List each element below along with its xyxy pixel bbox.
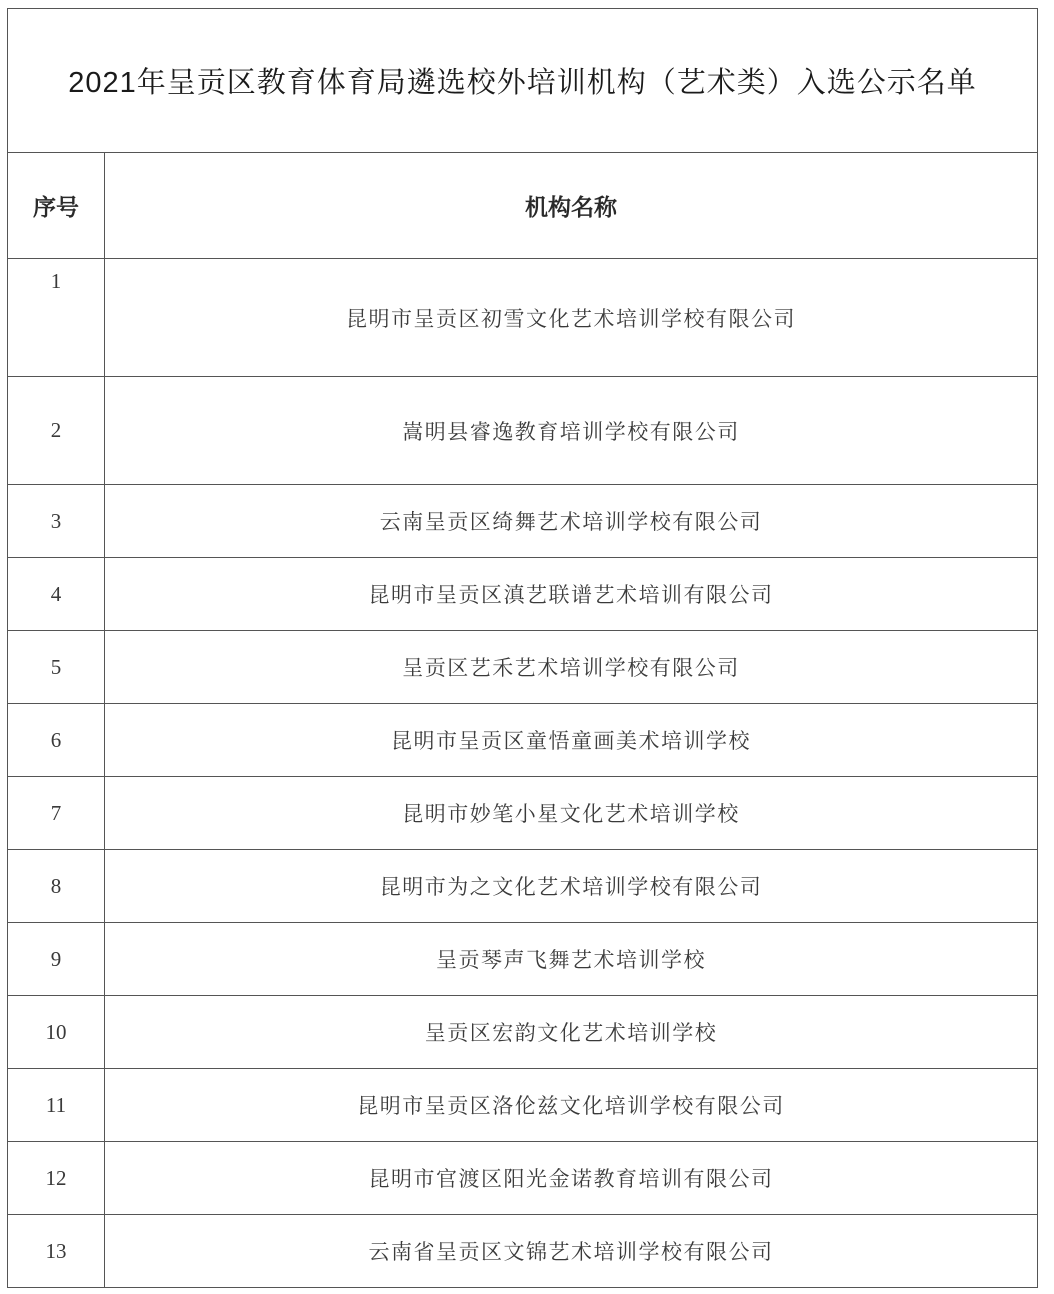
table-row xyxy=(8,996,1038,1069)
institution-name: 昆明市呈贡区洛伦兹文化培训学校有限公司 xyxy=(105,1069,1038,1142)
institution-name: 嵩明县睿逸教育培训学校有限公司 xyxy=(105,377,1038,485)
row-number: 8 xyxy=(8,850,105,923)
row-number: 11 xyxy=(8,1069,105,1142)
row-number: 6 xyxy=(8,704,105,777)
table-row xyxy=(8,259,1038,377)
row-number: 2 xyxy=(8,377,105,485)
table-row xyxy=(8,704,1038,777)
institution-name: 昆明市呈贡区童悟童画美术培训学校 xyxy=(105,704,1038,777)
institution-name: 呈贡区艺禾艺术培训学校有限公司 xyxy=(105,631,1038,704)
institution-name: 昆明市为之文化艺术培训学校有限公司 xyxy=(105,850,1038,923)
table-row xyxy=(8,377,1038,485)
row-number: 3 xyxy=(8,485,105,558)
table-row xyxy=(8,631,1038,704)
row-number: 12 xyxy=(8,1142,105,1215)
institution-name: 昆明市呈贡区滇艺联谱艺术培训有限公司 xyxy=(105,558,1038,631)
institution-name: 呈贡区宏韵文化艺术培训学校 xyxy=(105,996,1038,1069)
header-row xyxy=(8,153,1038,259)
row-number: 1 xyxy=(8,259,105,377)
institution-name: 云南省呈贡区文锦艺术培训学校有限公司 xyxy=(105,1215,1038,1288)
row-number: 7 xyxy=(8,777,105,850)
table-row xyxy=(8,485,1038,558)
column-header-number: 序号 xyxy=(8,153,105,259)
row-number: 5 xyxy=(8,631,105,704)
institution-name: 昆明市呈贡区初雪文化艺术培训学校有限公司 xyxy=(105,259,1038,377)
table-row xyxy=(8,850,1038,923)
institution-name: 云南呈贡区绮舞艺术培训学校有限公司 xyxy=(105,485,1038,558)
title-row xyxy=(8,9,1038,153)
table-row xyxy=(8,1142,1038,1215)
table-row xyxy=(8,777,1038,850)
document-page xyxy=(7,8,1038,1288)
row-number: 9 xyxy=(8,923,105,996)
institution-list-table xyxy=(7,8,1038,1288)
institution-name: 昆明市官渡区阳光金诺教育培训有限公司 xyxy=(105,1142,1038,1215)
institution-name: 昆明市妙笔小星文化艺术培训学校 xyxy=(105,777,1038,850)
row-number: 10 xyxy=(8,996,105,1069)
table-row xyxy=(8,923,1038,996)
table-row xyxy=(8,1215,1038,1288)
column-header-name: 机构名称 xyxy=(105,153,1038,259)
row-number: 13 xyxy=(8,1215,105,1288)
table-row xyxy=(8,1069,1038,1142)
row-number: 4 xyxy=(8,558,105,631)
page-title: 2021年呈贡区教育体育局遴选校外培训机构（艺术类）入选公示名单 xyxy=(8,9,1038,153)
institution-name: 呈贡琴声飞舞艺术培训学校 xyxy=(105,923,1038,996)
table-row xyxy=(8,558,1038,631)
